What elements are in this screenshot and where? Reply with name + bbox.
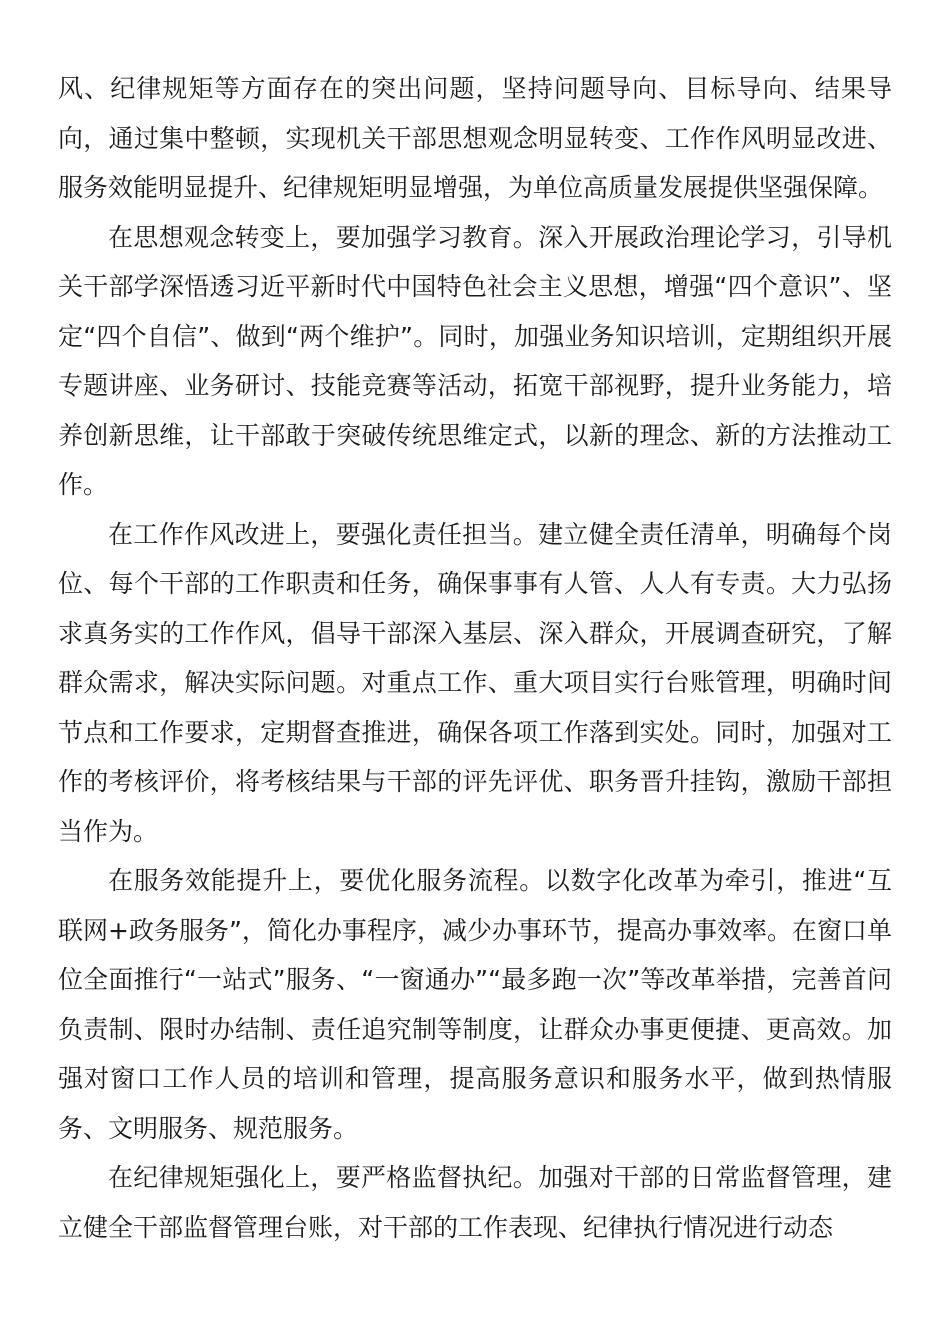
paragraph-discipline: 在纪律规矩强化上，要严格监督执纪。加强对干部的日常监督管理，建立健全干部监督管理台账，对干部的工作表现、纪律执行情况进行动态 — [58, 1163, 892, 1242]
paragraph-continuation: 风、纪律规矩等方面存在的突出问题，坚持问题导向、目标导向、结果导向，通过集中整顿，实现机关干部思想观念明显转变、工作作风明显改进、服务效能明显提升、纪律规矩明显增强，为单位高质量发展提供坚强保障。 — [58, 74, 892, 202]
paragraph-service-efficiency: 在服务效能提升上，要优化服务流程。以数字化改革为牵引，推进“互联网+政务服务”，简化办事程序，减少办事环节，提高办事效率。在窗口单位全面推行“一站式”服务、“一窗通办”“最多跑一次”等改革举措，完善首问负责制、限时办结制、责任追究制等制度，让群众办事更便捷、更高效。加强对窗口工作人员的培训和管理，提高服务意识和服务水平，做到热情服务、文明服务、规范服务。 — [58, 866, 892, 1143]
paragraph-work-style: 在工作作风改进上，要强化责任担当。建立健全责任清单，明确每个岗位、每个干部的工作职责和任务，确保事事有人管、人人有专责。大力弘扬求真务实的工作作风，倡导干部深入基层、深入群众，开展调查研究，了解群众需求，解决实际问题。对重点工作、重大项目实行台账管理，明确时间节点和工作要求，定期督查推进，确保各项工作落到实处。同时，加强对工作的考核评价，将考核结果与干部的评先评优、职务晋升挂钩，激励干部担当作为。 — [58, 519, 892, 846]
paragraph-ideology: 在思想观念转变上，要加强学习教育。深入开展政治理论学习，引导机关干部学深悟透习近平新时代中国特色社会主义思想，增强“四个意识”、坚定“四个自信”、做到“两个维护”。同时，加强业务知识培训，定期组织开展专题讲座、业务研讨、技能竞赛等活动，拓宽干部视野，提升业务能力，培养创新思维，让干部敢于突破传统思维定式，以新的理念、新的方法推动工作。 — [58, 222, 892, 499]
document-body — [58, 64, 892, 1252]
